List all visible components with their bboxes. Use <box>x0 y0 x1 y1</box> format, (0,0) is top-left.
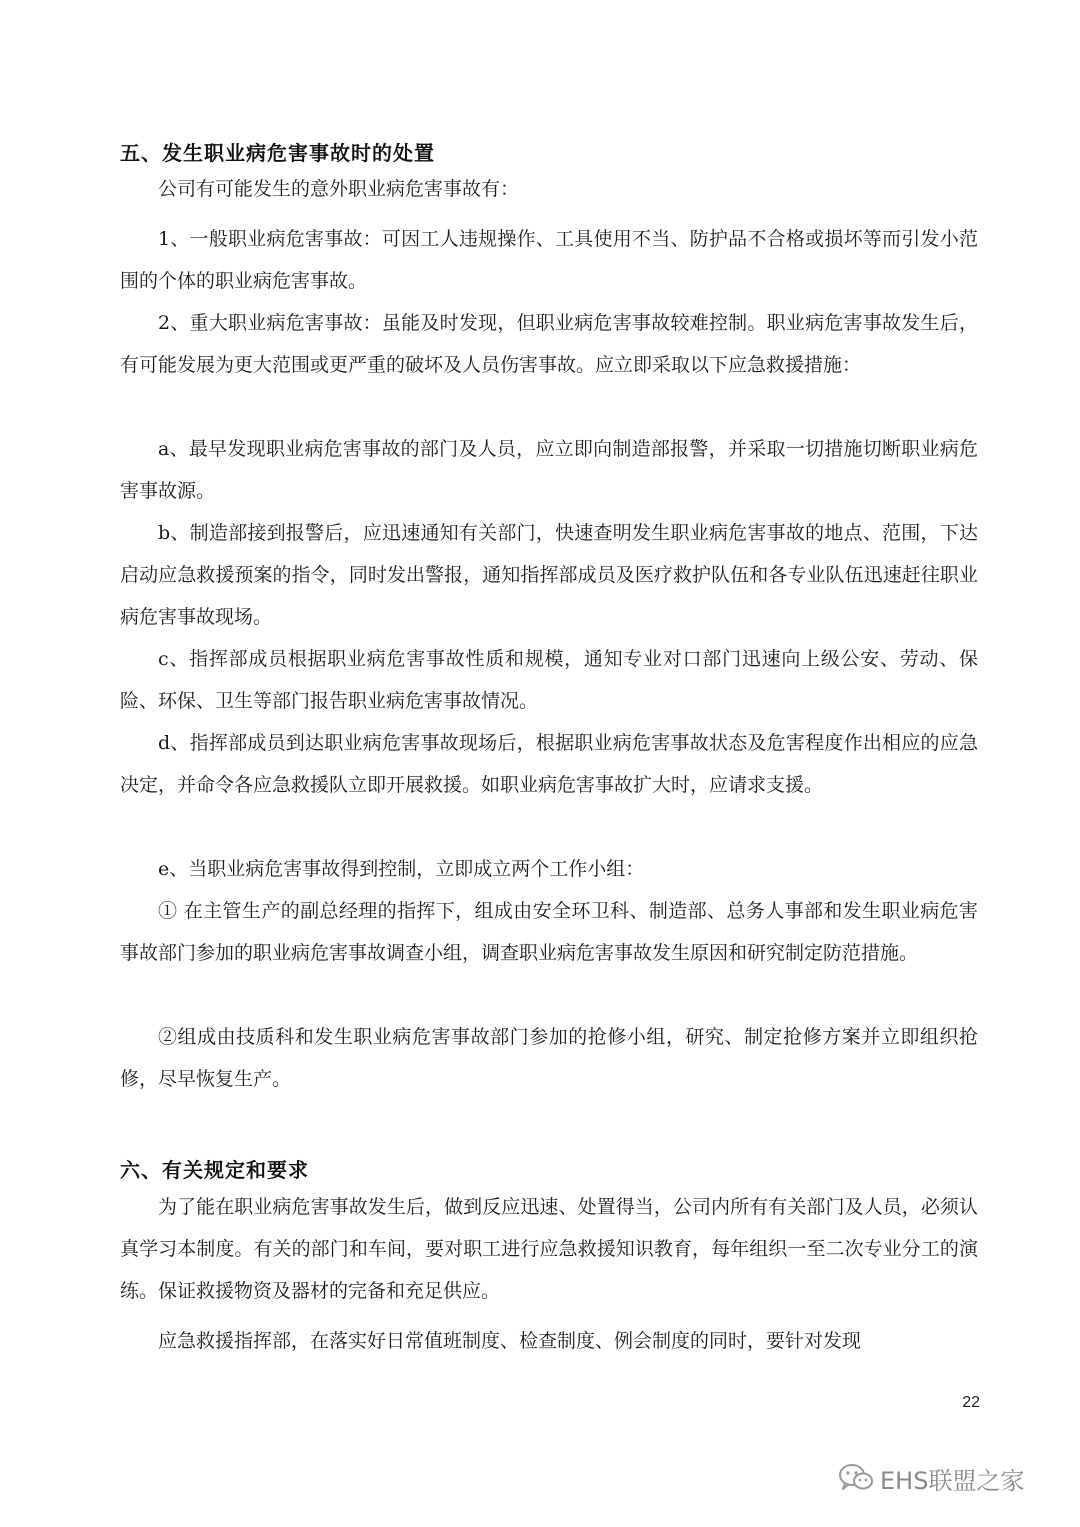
section-5-step-d: d、指挥部成员到达职业病危害事故现场后，根据职业病危害事故状态及危害程度作出相应的应急决定，并命令各应急救援队立即开展救援。如职业病危害事故扩大时，应请求支援。 <box>120 732 978 796</box>
section-5-item-2: 2、重大职业病危害事故：虽能及时发现，但职业病危害事故较难控制。职业病危害事故发生后，有可能发展为更大范围或更严重的破坏及人员伤害事故。应立即采取以下应急救援措施： <box>120 312 978 376</box>
section-6-paragraph-2: 应急救援指挥部，在落实好日常值班制度、检查制度、例会制度的同时，要针对发现 <box>158 1330 862 1352</box>
section-5-group-2: ②组成由技质科和发生职业病危害事故部门参加的抢修小组，研究、制定抢修方案并立即组织抢修，尽早恢复生产。 <box>120 1026 978 1090</box>
section-5-step-a: a、最早发现职业病危害事故的部门及人员，应立即向制造部报警，并采取一切措施切断职业病危害事故源。 <box>120 438 978 502</box>
wechat-icon <box>838 1463 874 1493</box>
section-5-group-1: ① 在主管生产的副总经理的指挥下，组成由安全环卫科、制造部、总务人事部和发生职业病危害事故部门参加的职业病危害事故调查小组，调查职业病危害事故发生原因和研究制定防范措施。 <box>120 900 978 964</box>
watermark-text: EHS联盟之家 <box>880 1466 1025 1495</box>
section-5-step-c: c、指挥部成员根据职业病危害事故性质和规模，通知专业对口部门迅速向上级公安、劳动、保险、环保、卫生等部门报告职业病危害事故情况。 <box>120 648 978 712</box>
section-5-step-e: e、当职业病危害事故得到控制，立即成立两个工作小组： <box>158 858 645 880</box>
watermark <box>838 1462 1024 1494</box>
section-5-paragraph-intro: 公司有可能发生的意外职业病危害事故有： <box>158 178 520 200</box>
section-5-item-1: 1、一般职业病危害事故：可因工人违规操作、工具使用不当、防护品不合格或损坏等而引发小范围的个体的职业病危害事故。 <box>120 228 978 292</box>
section-5-heading: 五、发生职业病危害事故时的处置 <box>120 141 435 165</box>
section-5-step-b: b、制造部接到报警后，应迅速通知有关部门，快速查明发生职业病危害事故的地点、范围，下达启动应急救援预案的指令，同时发出警报，通知指挥部成员及医疗救护队伍和各专业队伍迅速赶往职业病危害事故现场。 <box>120 522 978 628</box>
section-6-heading: 六、有关规定和要求 <box>120 1158 309 1182</box>
page-number: 22 <box>962 1394 980 1411</box>
section-6-paragraph-1: 为了能在职业病危害事故发生后，做到反应迅速、处置得当，公司内所有有关部门及人员，必须认真学习本制度。有关的部门和车间，要对职工进行应急救援知识教育，每年组织一至二次专业分工的演练。保证救援物资及器材的完备和充足供应。 <box>120 1196 978 1302</box>
